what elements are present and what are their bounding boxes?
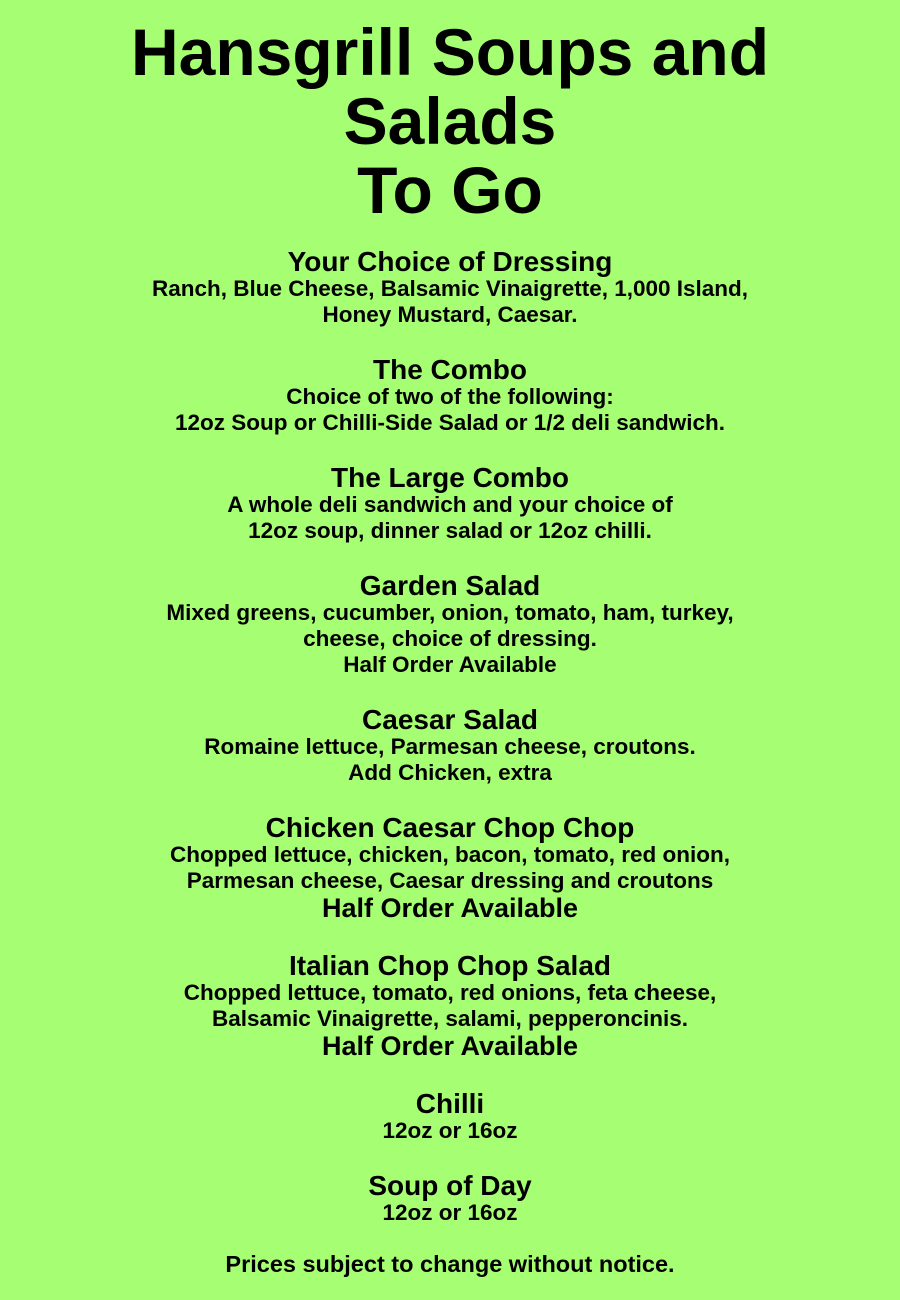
- section-line: Ranch, Blue Cheese, Balsamic Vinaigrette, 1,000 Island,: [151, 276, 749, 301]
- section-line: Mixed greens, cucumber, onion, tomato, ham, turkey,: [166, 600, 734, 625]
- section-heading: Your Choice of Dressing: [287, 246, 613, 277]
- section-heading: Garden Salad: [359, 570, 541, 601]
- section-heading: The Large Combo: [330, 462, 569, 493]
- half-order-note: Half Order Available: [321, 893, 579, 923]
- section-chilli: [0, 1090, 900, 1144]
- section-soup-of-day: [0, 1172, 900, 1226]
- section-garden-salad: [0, 572, 900, 678]
- section-large-combo: [0, 464, 900, 544]
- section-line: Balsamic Vinaigrette, salami, pepperoncinis.: [211, 1006, 688, 1031]
- section-line: Chopped lettuce, tomato, red onions, feta cheese,: [183, 980, 717, 1005]
- section-heading: Soup of Day: [368, 1170, 532, 1201]
- section-line: Chopped lettuce, chicken, bacon, tomato, red onion,: [169, 842, 731, 867]
- section-chicken-caesar-chop-chop: [0, 814, 900, 922]
- section-line: 12oz Soup or Chilli-Side Salad or 1/2 deli sandwich.: [174, 410, 726, 435]
- section-caesar-salad: [0, 706, 900, 786]
- section-dressing: [0, 248, 900, 328]
- section-line: Honey Mustard, Caesar.: [322, 302, 578, 327]
- section-line: Choice of two of the following:: [286, 384, 614, 409]
- section-line: Add Chicken, extra: [348, 760, 552, 785]
- half-order-note: Half Order Available: [321, 1031, 579, 1061]
- page-title: [0, 15, 900, 227]
- section-heading: Chilli: [415, 1088, 485, 1119]
- title-line-1: Hansgrill Soups and: [130, 15, 770, 89]
- footer-note: Prices subject to change without notice.: [225, 1251, 675, 1277]
- section-heading: Italian Chop Chop Salad: [288, 950, 611, 981]
- section-line: 12oz or 16oz: [382, 1200, 518, 1225]
- section-heading: Chicken Caesar Chop Chop: [265, 812, 635, 843]
- section-heading: The Combo: [373, 354, 527, 385]
- section-line: 12oz soup, dinner salad or 12oz chilli.: [248, 518, 652, 543]
- section-line: Romaine lettuce, Parmesan cheese, croutons.: [204, 734, 696, 759]
- section-combo: [0, 356, 900, 436]
- section-line: cheese, choice of dressing.: [303, 626, 597, 651]
- title-line-2: Salads: [343, 84, 557, 158]
- section-heading: Caesar Salad: [362, 704, 538, 735]
- section-line: Parmesan cheese, Caesar dressing and croutons: [186, 868, 714, 893]
- section-line: 12oz or 16oz: [382, 1118, 518, 1143]
- section-line: Half Order Available: [343, 652, 557, 677]
- section-line: A whole deli sandwich and your choice of: [227, 492, 673, 517]
- title-line-3: To Go: [357, 153, 543, 227]
- section-italian-chop-chop: [0, 952, 900, 1060]
